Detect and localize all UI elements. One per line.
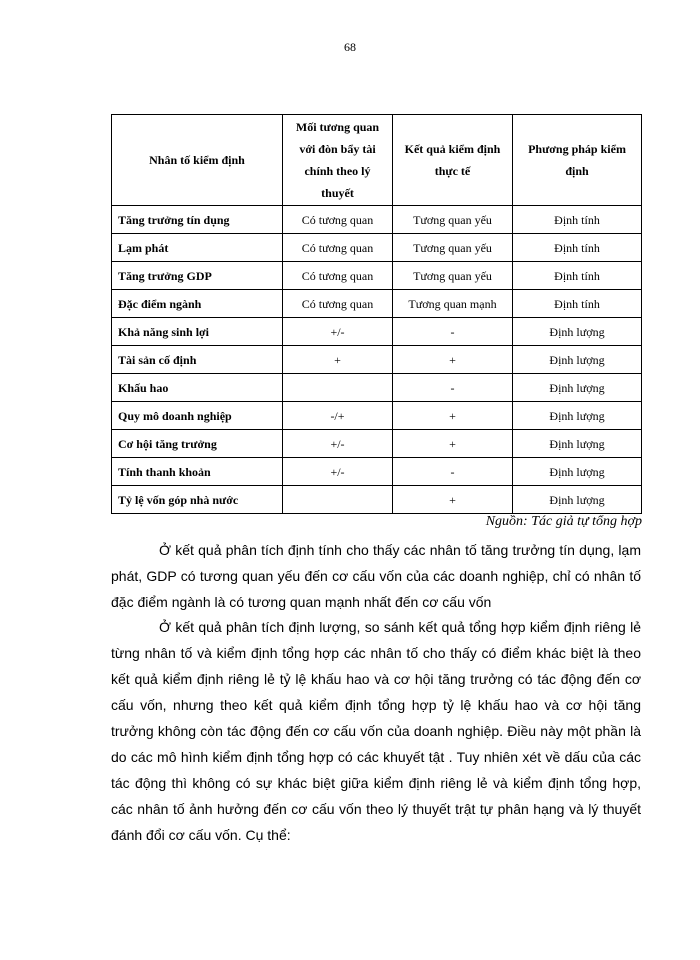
cell-factor: Tăng trưởng tín dụng	[112, 206, 283, 234]
cell-result: -	[393, 458, 513, 486]
table-row	[112, 262, 642, 290]
table-row	[112, 486, 642, 514]
table-row	[112, 402, 642, 430]
cell-theory	[283, 486, 393, 514]
table-row	[112, 206, 642, 234]
cell-result: +	[393, 402, 513, 430]
cell-theory: Có tương quan	[283, 206, 393, 234]
cell-factor: Khấu hao	[112, 374, 283, 402]
header-test-method: Phương pháp kiểm định	[513, 115, 642, 206]
cell-factor: Khả năng sinh lợi	[112, 318, 283, 346]
cell-method: Định lượng	[513, 458, 642, 486]
cell-theory: +/-	[283, 318, 393, 346]
cell-result: +	[393, 346, 513, 374]
cell-factor: Tăng trưởng GDP	[112, 262, 283, 290]
cell-result: Tương quan mạnh	[393, 290, 513, 318]
cell-theory: Có tương quan	[283, 290, 393, 318]
cell-factor: Tài sản cố định	[112, 346, 283, 374]
table-row	[112, 458, 642, 486]
table-row	[112, 318, 642, 346]
cell-theory: -/+	[283, 402, 393, 430]
cell-theory: Có tương quan	[283, 234, 393, 262]
cell-method: Định lượng	[513, 346, 642, 374]
cell-theory: Có tương quan	[283, 262, 393, 290]
cell-factor: Cơ hội tăng trưởng	[112, 430, 283, 458]
table-header-row	[112, 115, 642, 206]
cell-factor: Tỷ lệ vốn góp nhà nước	[112, 486, 283, 514]
cell-method: Định lượng	[513, 318, 642, 346]
table-row	[112, 346, 642, 374]
table-row	[112, 290, 642, 318]
factor-table	[111, 114, 642, 514]
table-row	[112, 430, 642, 458]
paragraph-qualitative: Ở kết quả phân tích định tính cho thấy các nhân tố tăng trưởng tín dụng, lạm phát, GDP có tương quan yếu đến cơ cấu vốn của các doanh nghiệp, chỉ có nhân tố đặc điểm ngành là có tương quan mạnh nhất đến cơ cấu vốn	[111, 542, 641, 610]
cell-method: Định lượng	[513, 402, 642, 430]
paragraph-quantitative: Ở kết quả phân tích định lượng, so sánh kết quả tổng hợp kiểm định riêng lẻ từng nhân tố và kiểm định tổng hợp các nhân tố cho thấy có điểm khác biệt là theo kết quả kiểm định riêng lẻ tỷ lệ khấu hao và cơ hội tăng trưởng có tác động đến cơ cấu vốn, nhưng theo kết quả kiểm định tổng hợp tỷ lệ khấu hao và cơ hội tăng trưởng không còn tác động đến cơ cấu vốn của doanh nghiệp. Điều này một phần là do các mô hình kiểm định tổng hợp có các khuyết tật . Tuy nhiên xét về dấu của các tác động thì không có sự khác biệt giữa kiểm định riêng lẻ và kiểm định tổng hợp, các nhân tố ảnh hưởng đến cơ cấu vốn theo lý thuyết trật tự phân hạng và lý thuyết đánh đổi cơ cấu vốn. Cụ thể:	[111, 619, 641, 843]
cell-factor: Lạm phát	[112, 234, 283, 262]
header-factor: Nhân tố kiểm định	[112, 115, 283, 206]
cell-method: Định lượng	[513, 430, 642, 458]
cell-result: Tương quan yếu	[393, 206, 513, 234]
cell-result: Tương quan yếu	[393, 262, 513, 290]
cell-theory	[283, 374, 393, 402]
cell-result: +	[393, 430, 513, 458]
cell-method: Định tính	[513, 206, 642, 234]
header-actual-result: Kết quả kiểm định thực tế	[393, 115, 513, 206]
cell-theory: +/-	[283, 430, 393, 458]
cell-result: +	[393, 486, 513, 514]
cell-result: -	[393, 374, 513, 402]
page-number: 68	[344, 40, 356, 54]
cell-theory: +	[283, 346, 393, 374]
header-theoretical-correlation: Mối tương quan với đòn bẩy tài chính theo lý thuyết	[283, 115, 393, 206]
cell-method: Định lượng	[513, 374, 642, 402]
source-note: Nguồn: Tác giả tự tổng hợp	[485, 514, 642, 529]
cell-result: Tương quan yếu	[393, 234, 513, 262]
cell-factor: Tính thanh khoản	[112, 458, 283, 486]
cell-method: Định lượng	[513, 486, 642, 514]
cell-theory: +/-	[283, 458, 393, 486]
cell-factor: Quy mô doanh nghiệp	[112, 402, 283, 430]
cell-factor: Đặc điểm ngành	[112, 290, 283, 318]
table-row	[112, 234, 642, 262]
cell-method: Định tính	[513, 262, 642, 290]
cell-method: Định tính	[513, 234, 642, 262]
cell-method: Định tính	[513, 290, 642, 318]
cell-result: -	[393, 318, 513, 346]
table-row	[112, 374, 642, 402]
